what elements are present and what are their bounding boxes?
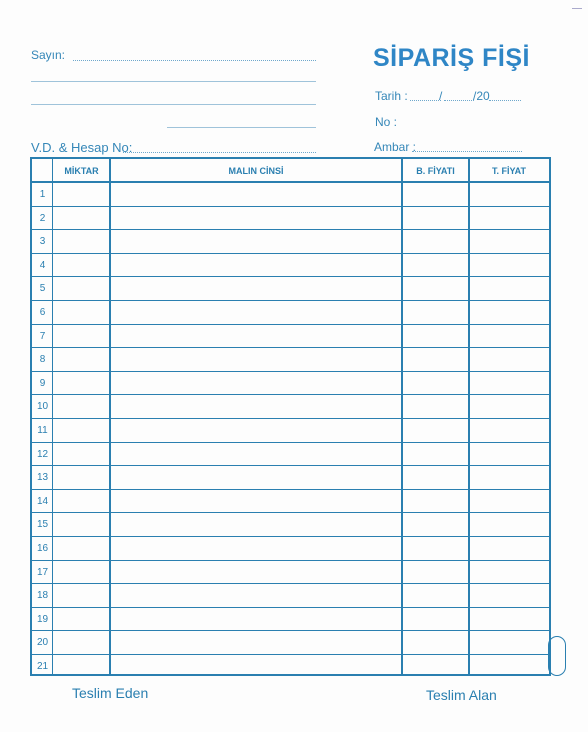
ambar-label: Ambar : [374, 140, 417, 154]
header-miktar: MİKTAR [64, 166, 99, 176]
corner-mark [572, 8, 582, 9]
sayin-field-line-3[interactable] [31, 104, 316, 105]
row-number: 13 [36, 472, 49, 484]
row-number: 16 [36, 543, 49, 554]
column-divider-malin-cinsi [401, 159, 403, 674]
publisher-logo-icon [548, 636, 566, 676]
no-label: No : [375, 115, 398, 129]
sayin-field-line-2[interactable] [31, 81, 316, 82]
header-b-fiyati: B. FİYATI [416, 166, 455, 176]
tarih-label: Tarih : [375, 89, 408, 103]
header-t-fiyat: T. FİYAT [491, 166, 526, 176]
teslim-alan-label: Teslim Alan [426, 687, 497, 703]
row-number: 6 [39, 307, 46, 318]
row-number: 1 [39, 189, 46, 200]
row-number: 9 [39, 377, 46, 389]
row-number: 14 [36, 495, 49, 507]
row-number: 2 [39, 212, 46, 224]
column-divider-number [52, 159, 53, 674]
ambar-field-line[interactable] [412, 151, 522, 152]
row-number: 18 [36, 590, 49, 602]
row-number: 19 [36, 613, 49, 625]
row-number: 5 [39, 283, 46, 295]
column-divider-b-fiyati [468, 159, 470, 674]
sayin-label: Sayın: [31, 48, 66, 62]
row-number: 11 [37, 425, 48, 436]
header-malin-cinsi: MALIN CİNSİ [228, 166, 284, 176]
teslim-eden-label: Teslim Eden [72, 685, 149, 701]
tarih-separator-1: / [439, 89, 443, 103]
tarih-year-line[interactable] [489, 100, 521, 101]
row-number: 12 [36, 448, 49, 460]
order-table [30, 157, 551, 676]
column-divider-miktar [109, 159, 111, 674]
row-number: 7 [39, 330, 46, 342]
row-number: 20 [36, 637, 49, 649]
tarih-separator-2: /20 [473, 89, 490, 103]
row-number: 3 [39, 236, 46, 248]
row-number: 15 [36, 519, 49, 531]
vd-hesap-field-line[interactable] [123, 152, 316, 153]
page-title: SİPARİŞ FİŞİ [373, 44, 530, 72]
row-number: 4 [39, 259, 46, 271]
row-number: 8 [39, 354, 46, 366]
tarih-day-line[interactable] [410, 100, 441, 101]
row-number: 17 [36, 566, 49, 578]
row-number: 10 [36, 401, 49, 413]
sayin-field-line-4[interactable] [167, 127, 316, 128]
tarih-month-line[interactable] [444, 100, 474, 101]
sayin-field-line-1[interactable] [73, 60, 316, 61]
row-number: 21 [36, 661, 49, 672]
vd-hesap-label: V.D. & Hesap No: [31, 140, 133, 155]
